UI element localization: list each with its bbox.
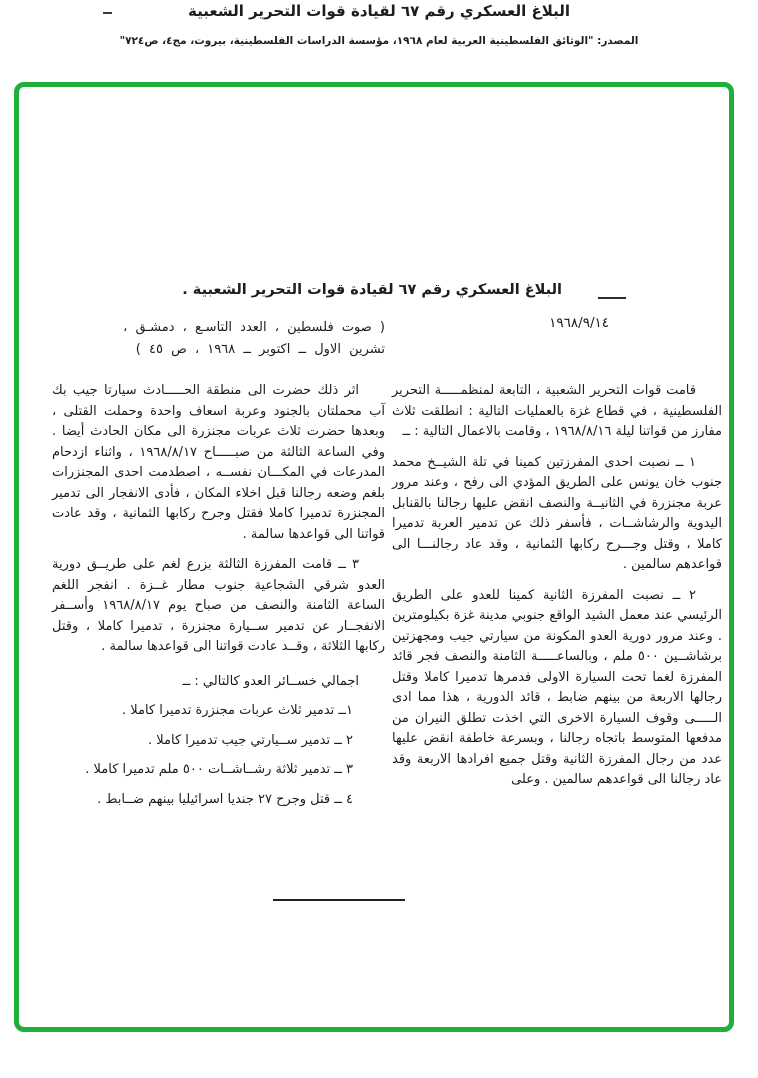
section-divider [273,899,405,901]
document-date: ١٩٦٨/٩/١٤ [549,315,609,331]
source-citation [55,317,385,360]
losses-heading: اجمالي خســائر العدو كالتالي : ــ [182,673,359,689]
scan-artifact-dash [598,297,626,299]
losses-list [52,701,385,810]
loss-item: ٤ ــ قتل وجرح ٢٧ جنديا اسرائيليا بينهم ضــابط . [97,791,353,807]
paragraph-intro: قامت قوات التحرير الشعبية ، التابعة لمنظمـــــة التحرير الفلسطينية ، في قطاع غزة بالعمليات التالية : انطلقت ثلاث مفارز من قواتنا ليلة ١٩٦٨/٨/١٦ ، وقامت بالاعمال التالية : ــ [392,383,722,439]
column-left [52,381,385,810]
page-header-title: البلاغ العسكري رقم ٦٧ لقيادة قوات التحرير الشعبية [188,2,570,20]
paragraph-operation-3: ٣ ــ قامت المفرزة الثالثة بزرع لغم على طريــق دورية العدو شرقي الشجاعية جنوب مطار غــزة . انفجر اللغم الساعة الثامنة والنصف من صباح يوم ١٩٦٨/٨/١٧ وأســفر الانفجــار عن تدمير ســيارة مجنزرة ، تدميرا كاملا ، وقتل ركابها الثلاثة ، وقــد عادت قواتنا الى قواعدها سالمة . [52,557,386,654]
citation-line-1: ( صوت فلسطين ، العدد التاسـع ، دمشـق ، [123,320,385,335]
citation-line-2: تشرين الاول ــ اكتوبر ــ ١٩٦٨ ، ص ٤٥ ) [135,341,385,357]
loss-item: ٣ ــ تدمير ثلاثة رشــاشــات ٥٠٠ ملم تدميرا كاملا . [85,762,353,777]
page-header-source: المصدر: "الوثائق الفلسطينية العربية لعام ١٩٦٨، مؤسسة الدراسات الفلسطينية، بيروت، مج٤، ص٧٢٤" [119,35,639,47]
paragraph-operation-2: ٢ ــ نصبت المفرزة الثانية كمينا للعدو على الطريق الرئيسي عند معمل الشيد الواقع جنوبي مدينة غزة بكيلومترين . وعند مرور دورية العدو المكونة من سيارتي جيب ومجهزتين برشاشــين ٥٠٠ ملم ، وبالساعـــــة الثامنة والنصف فجر قائد المفرزة لغما تحت السيارة الاولى فدمرها تدميرا كاملا وقتل رجالها الاربعة من بينهم ضابط ، قائد الدورية ، هذا مما ادى الـــــى وقوف السيارة الاخرى التي اخذت تطلق النيران من مدفعها المتوسط باتجاه رجالنا ، وبسرعة خاطفة انقض عليها عدد من رجال المفرزة الثانية وقتل جميع افرادها الاربعة وقد عاد رجالنا الى قواعدهم سالمين . وعلى [392,587,722,787]
loss-item: ١ــ تدمير ثلاث عربات مجنزرة تدميرا كاملا . [121,703,353,718]
document-title: البلاغ العسكري رقم ٦٧ لقيادة قوات التحرير الشعبية . [182,282,562,298]
loss-item: ٢ ــ تدمير ســيارتي جيب تدميرا كاملا . [148,732,353,748]
column-right [392,381,722,801]
scan-artifact-dash [103,12,112,14]
paragraph-operation-1: ١ ــ نصبت احدى المفرزتين كمينا في تلة الشيــخ محمد جنوب خان يونس على الطريق المؤدي الى رفح ، وعند مرور عربة مجنزرة في الثانيــة والنصف انقض عليها رجالنا بالقنابل اليدوية والرشاشــات ، فأسفر ذلك عن تدمير العربة تدميرا كاملا ، وقتل وجـــرح ركابها الثمانية ، وقد عاد رجالنـــا الى قواعدهم سالمين . [392,454,722,572]
paragraph-continuation: اثر ذلك حضرت الى منطقة الحـــــادث سيارتا جيب بك آب محملتان بالجنود وعربة اسعاف واحدة وحملت القتلى ، وبعدها حضرت ثلاث عربات مجنزرة الى مكان الحادث أيضا . وفي الساعة الثالثة من صبـــــاح ١٩٦٨/٨/١٧ ، واثناء ازدحام المدرعات في المكـــان نفســه ، اصطدمت احدى المجنزرات بلغم وضعه رجالنا قبل اخلاء المكان ، فأدى الانفجار الى تدمير المجنزرة تدميرا كاملا فقتل وجرح ركابها الثمانية ، وقد عادت قواتنا الى قواعدها سالمة . [52,383,386,542]
